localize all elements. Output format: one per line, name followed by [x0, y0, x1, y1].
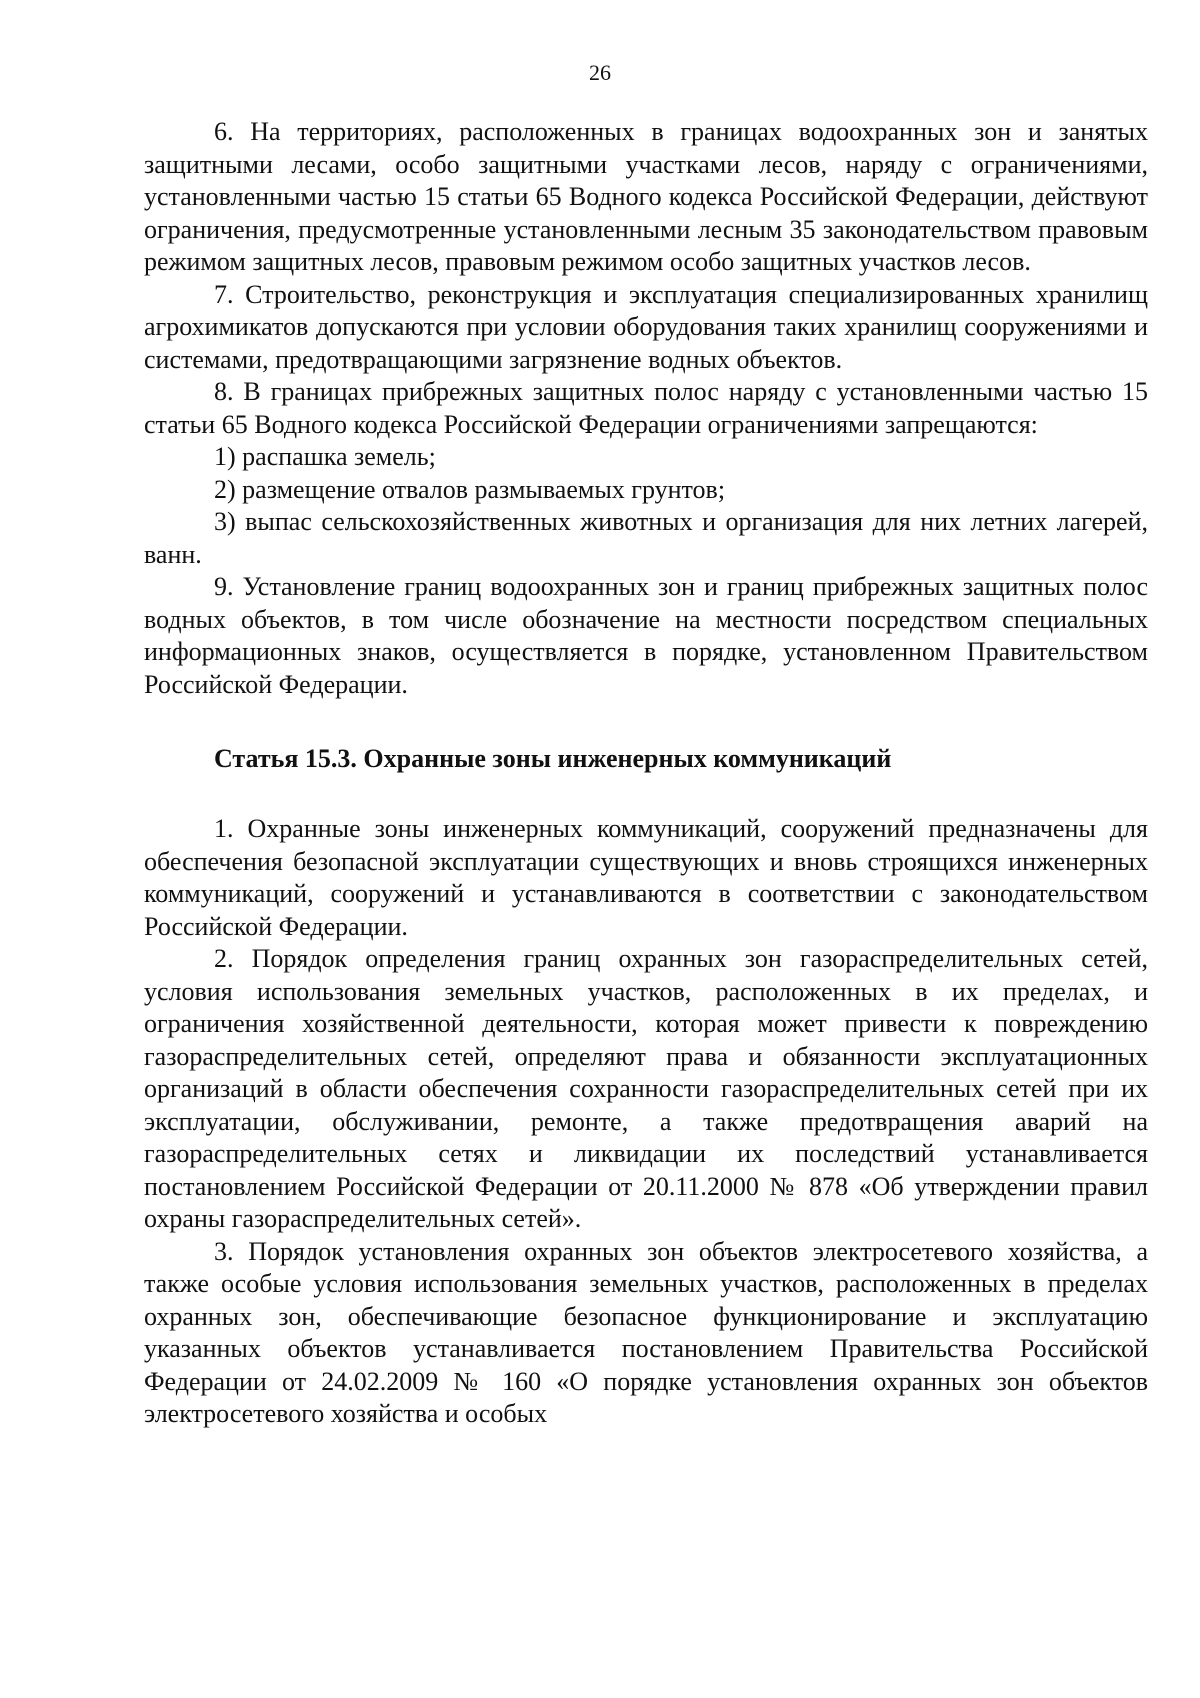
list-item-3: 3) выпас сельскохозяйственных животных и организация для них летних лагерей, ванн. [144, 507, 1148, 569]
paragraph-7: 7. Строительство, реконструкция и эксплуатация специализированных хранилищ агрохимикатов допускаются при условии оборудования таких хранилищ сооружениями и системами, предотвращающими загрязнение водных объектов. [144, 279, 1148, 374]
article-paragraph-2: 2. Порядок определения границ охранных зон газораспределительных сетей, условия использования земельных участков, расположенных в их пределах, и ограничения хозяйственной деятельности, которая может привести к повреждению газораспределительных сетей, определяют права и обязанности эксплуатационных организаций в области обеспечения сохранности газораспределительных сетей при их эксплуатации, обслуживании, ремонте, а также предотвращения аварий на газораспределительных сетях и ликвидации их последствий устанавливается постановлением Российской Федерации от 20.11.2000 № 878 «Об утверждении правил охраны газораспределительных сетей». [144, 944, 1148, 1233]
list-item-1: 1) распашка земель; [214, 442, 436, 471]
paragraph-9: 9. Установление границ водоохранных зон и границ прибрежных защитных полос водных объектов, в том числе обозначение на местности посредством специальных информационных знаков, осуществляется в порядке, установленном Правительством Российской Федерации. [144, 572, 1148, 699]
list-item-2: 2) размещение отвалов размываемых грунтов; [214, 474, 726, 504]
paragraph-6: 6. На территориях, расположенных в границах водоохранных зон и занятых защитными лесами, особо защитными участками лесов, наряду с ограничениями, установленными частью 15 статьи 65 Водного кодекса Российской Федерации, действуют ограничения, предусмотренные установленными лесным 35 законодательством правовым режимом защитных лесов, правовым режимом особо защитных участков лесов. [144, 117, 1148, 276]
paragraph-8: 8. В границах прибрежных защитных полос наряду с установленными частью 15 статьи 65 Водного кодекса Российской Федерации ограничениями запрещаются: [144, 377, 1148, 439]
document-body [144, 116, 1148, 1431]
article-heading: Статья 15.3. Охранные зоны инженерных коммуникаций [214, 744, 892, 773]
page-number: 26 [589, 60, 611, 85]
article-paragraph-3: 3. Порядок установления охранных зон объектов электросетевого хозяйства, а также особые условия использования земельных участков, расположенных в пределах охранных зон, обеспечивающие безопасное функционирование и эксплуатацию указанных объектов устанавливается постановлением Правительства Российской Федерации от 24.02.2009 № 160 «О порядке установления охранных зон объектов электросетевого хозяйства и особых [144, 1236, 1148, 1428]
article-paragraph-1: 1. Охранные зоны инженерных коммуникаций, сооружений предназначены для обеспечения безопасной эксплуатации существующих и вновь строящихся инженерных коммуникаций, сооружений и устанавливаются в соответствии с законодательством Российской Федерации. [144, 814, 1148, 941]
